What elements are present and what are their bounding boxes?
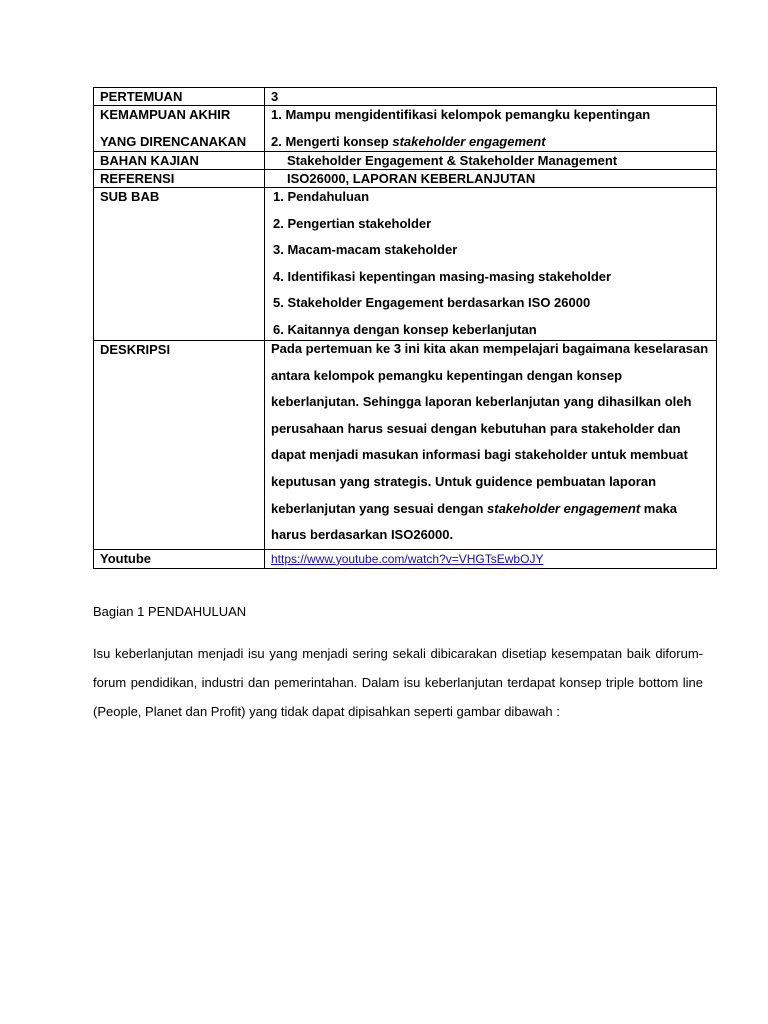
- row-referensi: [94, 170, 717, 188]
- list-item: 5. Stakeholder Engagement berdasarkan ISO 26000: [273, 295, 591, 310]
- deskripsi-text: [271, 336, 710, 549]
- kemampuan-item-1: 1. Mampu mengidentifikasi kelompok pemangku kepentingan: [271, 107, 651, 122]
- sub-bab-list: [265, 188, 717, 341]
- value-kemampuan: [265, 106, 717, 152]
- value-deskripsi: [265, 341, 717, 550]
- value-referensi: [265, 170, 717, 188]
- label-deskripsi: DESKRIPSI: [94, 341, 265, 550]
- deskripsi-italic: stakeholder engagement: [487, 500, 641, 516]
- kemampuan-item-2: [271, 133, 710, 150]
- label-sub-bab: SUB BAB: [94, 188, 265, 341]
- referensi-text: ISO26000, LAPORAN KEBERLANJUTAN: [287, 171, 536, 186]
- row-pertemuan: [94, 88, 717, 106]
- label-kemampuan-line2: YANG DIRENCANAKAN: [100, 134, 247, 149]
- row-deskripsi: [94, 341, 717, 550]
- label-bahan-kajian: BAHAN KAJIAN: [94, 152, 265, 170]
- label-referensi: REFERENSI: [94, 170, 265, 188]
- youtube-link[interactable]: https://www.youtube.com/watch?v=VHGTsEwbOJY: [271, 551, 544, 566]
- kemampuan-item-2-italic: stakeholder engagement: [392, 134, 546, 149]
- label-kemampuan-line1: KEMAMPUAN AKHIR: [100, 107, 231, 122]
- label-kemampuan: [94, 106, 265, 152]
- label-youtube: Youtube: [94, 549, 265, 568]
- row-kemampuan: [94, 106, 717, 152]
- row-youtube: [94, 549, 717, 568]
- value-bahan-kajian: [265, 152, 717, 170]
- list-item: 2. Pengertian stakeholder: [273, 215, 432, 231]
- course-info-table: [93, 87, 717, 569]
- row-sub-bab: [94, 188, 717, 341]
- list-item: 3. Macam-macam stakeholder: [273, 242, 458, 257]
- label-pertemuan: PERTEMUAN: [94, 88, 265, 106]
- section-paragraph: [93, 639, 703, 726]
- bahan-kajian-text: Stakeholder Engagement & Stakeholder Management: [287, 153, 618, 168]
- deskripsi-part1: Pada pertemuan ke 3 ini kita akan mempelajari bagaimana keselarasan antara kelompok pemangku kepentingan dengan konsep keberlanjutan. Sehingga laporan keberlanjutan yang dihasilkan oleh perusahaan harus sesuai dengan kebutuhan para stakeholder dan dapat menjadi masukan informasi bagi stakeholder untuk membuat keputusan yang strategis. Untuk guidence pembuatan laporan keberlanjutan yang sesuai dengan: [271, 341, 709, 516]
- paragraph-text: Isu keberlanjutan menjadi isu yang menjadi sering sekali dibicarakan disetiap kesempatan baik diforum-forum pendidikan, industri dan pemerintahan. Dalam isu keberlanjutan terdapat konsep triple bottom line (People, Planet dan Profit) yang tidak dapat dipisahkan seperti gambar dibawah :: [93, 646, 703, 719]
- list-item: 1. Pendahuluan: [273, 189, 370, 204]
- kemampuan-item-2-prefix: 2. Mengerti konsep: [271, 134, 393, 149]
- list-item: 6. Kaitannya dengan konsep keberlanjutan: [273, 321, 537, 337]
- value-pertemuan: 3: [265, 88, 717, 106]
- section-heading: Bagian 1 PENDAHULUAN: [93, 604, 247, 619]
- row-bahan-kajian: [94, 152, 717, 170]
- value-youtube: [265, 549, 717, 568]
- deskripsi-part2: maka harus berdasarkan ISO26000.: [271, 500, 678, 543]
- list-item: 4. Identifikasi kepentingan masing-masing stakeholder: [273, 268, 612, 284]
